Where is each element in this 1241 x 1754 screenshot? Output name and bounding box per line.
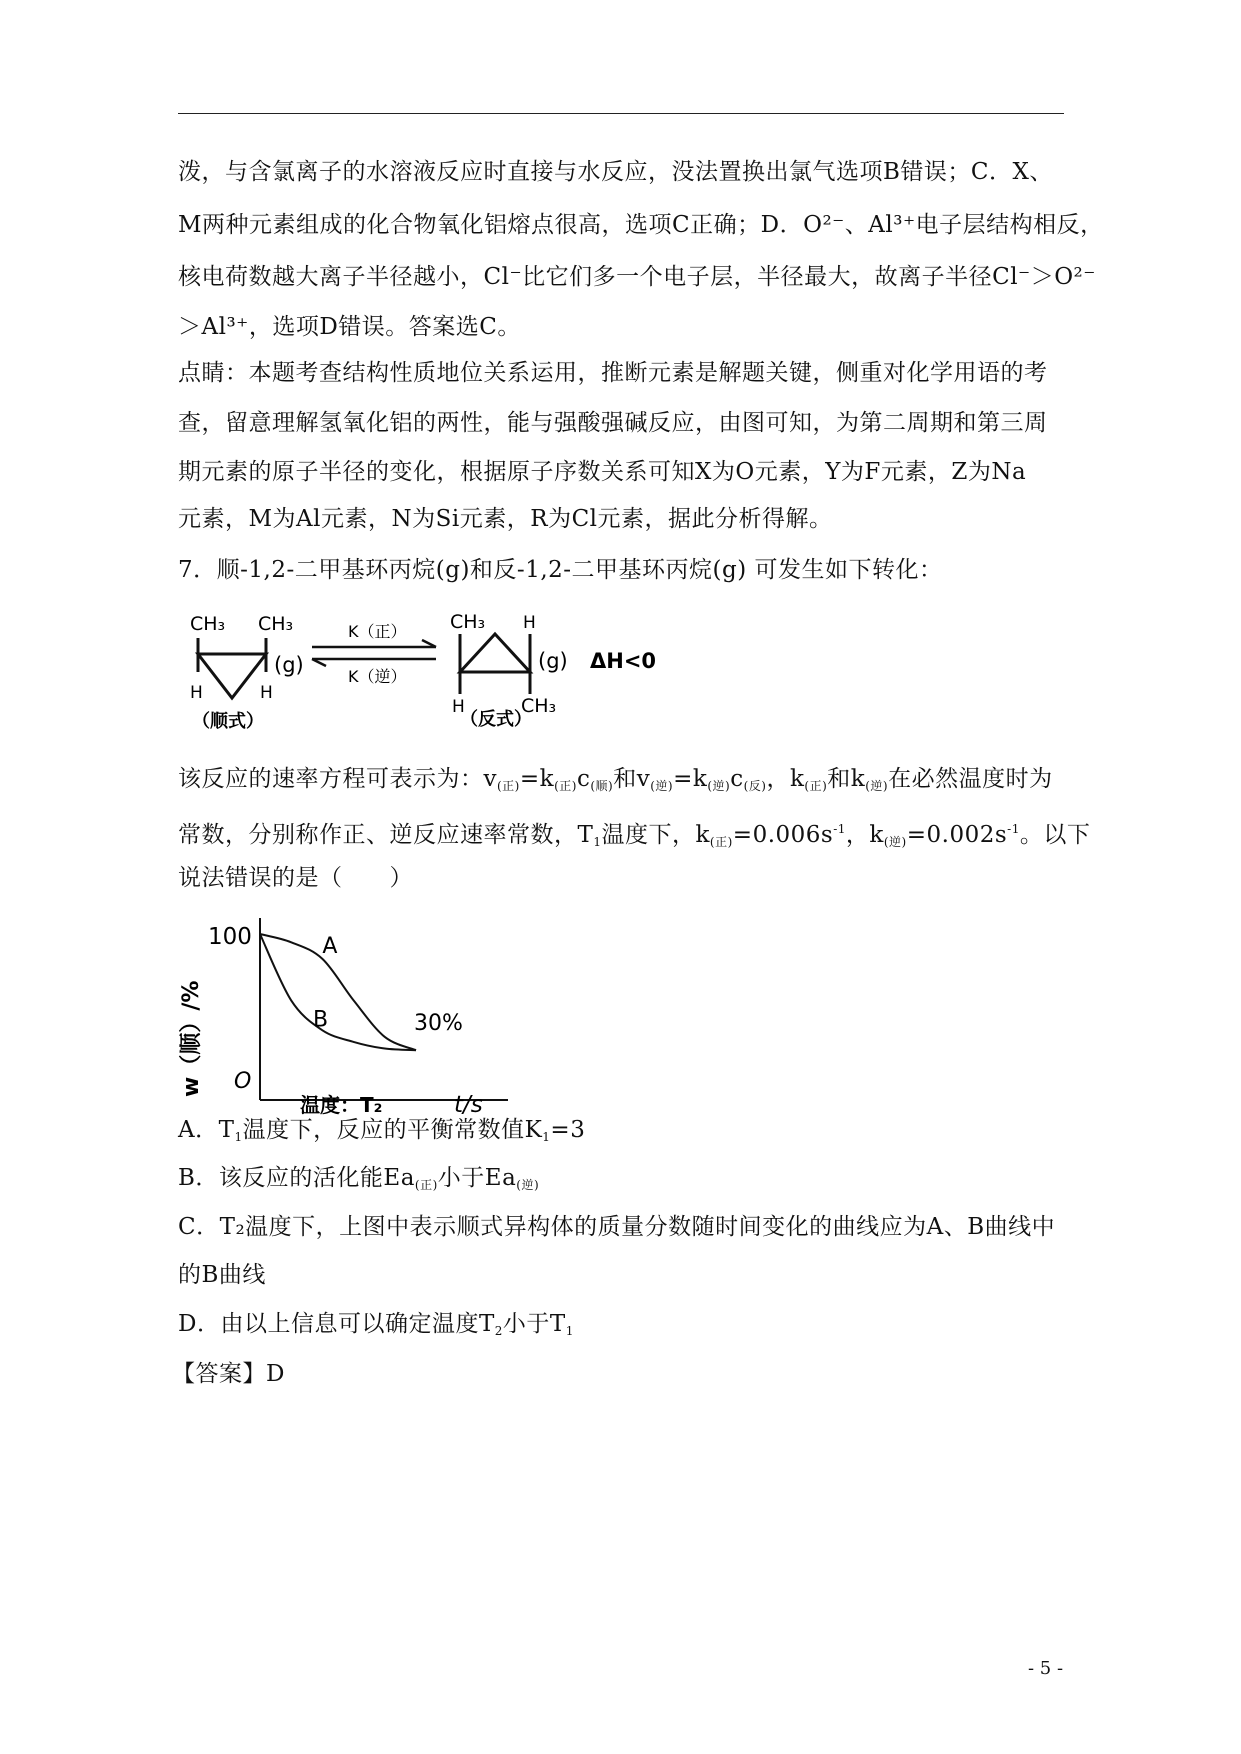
k-reverse-label: K（逆） [348,667,407,686]
isomerization-scheme [178,602,698,737]
series-b-line [260,934,416,1050]
text-line-8: 元素，M为Al元素，N为Si元素，R为Cl元素，据此分析得解。 [178,506,833,532]
enthalpy-label: ΔH<0 [590,649,657,673]
cis-h-right: H [260,683,273,703]
trans-label: （反式） [460,709,532,730]
answer-line: 【答案】D [172,1361,285,1387]
cis-h-left: H [190,683,203,703]
temperature-caption: 温度：T₂ [300,1093,383,1117]
question-7-stem: 7．顺-1,2-二甲基环丙烷(g)和反-1,2-二甲基环丙烷(g) 可发生如下转化： [178,557,943,583]
rate-equation-line: 该反应的速率方程可表示为：$v_{(正)}=k_{(正)}c_{(顺)}$和$v_{(逆)}=k_{(逆)}c_{(反)}$，$k_{(正)}$和$k_{(逆)}$在必然温度时为 [178,766,1053,793]
series-b-label: B [313,1007,329,1033]
cis-gas-label: (g) [274,653,304,677]
trans-ch3-bottom: CH₃ [521,695,557,717]
text-line-4: ＞Al³⁺，选项D错误。答案选C。 [178,314,521,340]
y-start-label: 100 [208,924,252,950]
series-a-line [260,934,416,1050]
series-a-label: A [322,933,338,959]
cis-label: （顺式） [192,711,264,732]
option-d: D．由以上信息可以确定温度$T_2$小于$T_1$ [178,1311,574,1338]
origin-label: O [234,1069,252,1094]
k-forward-label: K（正） [348,622,407,641]
text-line-1: 泼，与含氯离子的水溶液反应时直接与水反应，没法置换出氯气选项B错误；C．X、 [178,159,1053,185]
option-c-line-1: C．T₂温度下，上图中表示顺式异构体的质量分数随时间变化的曲线应为A、B曲线中 [178,1214,1056,1240]
text-line-7: 期元素的原子半径的变化，根据原子序数关系可知X为O元素，Y为F元素，Z为Na [178,459,1027,485]
text-line-5: 点睛：本题考查结构性质地位关系运用，推断元素是解题关键，侧重对化学用语的考 [178,360,1048,386]
cis-ch3-left: CH₃ [190,613,226,635]
trans-ch3-top: CH₃ [450,611,486,633]
rate-constant-line: 常数，分别称作正、逆反应速率常数，$T_1$温度下，$k_{(正)}=0.006s^{-1}$，$k_{(逆)}=0.002s^{-1}$。以下 [178,822,1091,849]
trans-ring [460,634,530,672]
option-a: A．$T_1$温度下，反应的平衡常数值$K_1=3$ [178,1117,586,1144]
trans-h-top: H [523,613,536,633]
option-c-line-2: 的B曲线 [178,1262,266,1288]
question-prompt: 说法错误的是（ ） [178,865,413,891]
trans-h-bottom: H [452,697,465,717]
option-b: B．该反应的活化能$Ea_{(正)}$小于$Ea_{(逆)}$ [178,1165,540,1192]
text-line-3: 核电荷数越大离子半径越小，Cl⁻比它们多一个电子层，半径最大，故离子半径Cl⁻＞O²⁻ [178,264,1096,290]
concentration-time-chart [178,912,518,1117]
text-line-6: 查，留意理解氢氧化铝的两性，能与强酸强碱反应，由图可知，为第二周期和第三周 [178,410,1048,436]
text-line-2: M两种元素组成的化合物氧化铝熔点很高，选项C正确；D．O²⁻、Al³⁺电子层结构相反， [178,212,1104,238]
trans-gas-label: (g) [538,649,568,673]
cis-ring [198,654,266,698]
x-axis-label: t/s [454,1092,483,1117]
y-end-label: 30% [414,1011,463,1036]
y-axis-label: w（顺）/% [179,980,204,1097]
header-rule [178,113,1064,114]
cis-ch3-right: CH₃ [258,613,294,635]
page-number: - 5 - [1028,1658,1064,1679]
